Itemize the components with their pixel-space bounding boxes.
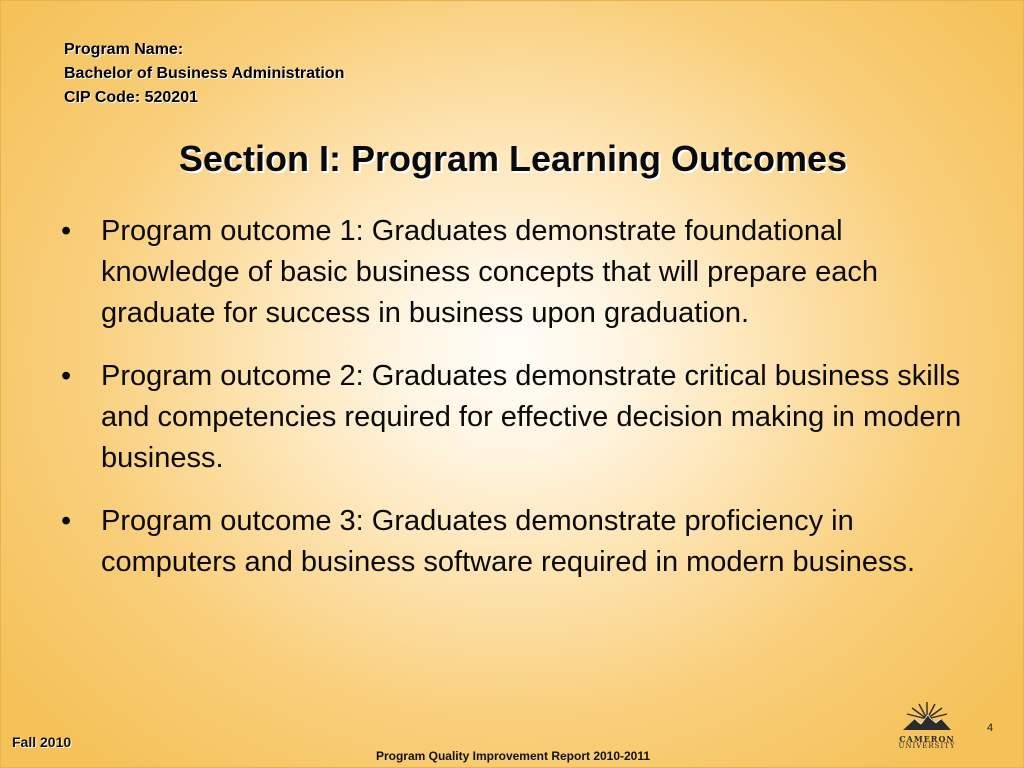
logo-line-1: CAMERON (899, 734, 955, 744)
list-item (61, 501, 971, 583)
page-number: 4 (987, 722, 994, 734)
outcome-text: Program outcome 3: Graduates demonstrate proficiency in computers and business software required in modern business. (101, 505, 916, 578)
outcome-text: Program outcome 2: Graduates demonstrate critical business skills and competencies required for effective decision making in modern business. (101, 360, 962, 474)
logo-line-2: UNIVERSITY (898, 742, 956, 750)
bullet-icon: • (61, 360, 72, 392)
list-item (61, 211, 971, 334)
footer-term: Fall 2010 (12, 734, 72, 750)
list-item (61, 356, 971, 479)
program-name: Bachelor of Business Administration (64, 65, 345, 82)
bullet-icon: • (61, 505, 72, 537)
outcome-text: Program outcome 1: Graduates demonstrate foundational knowledge of basic business concepts that will prepare each graduate for success in business upon graduation. (101, 215, 879, 329)
program-name-label: Program Name: (64, 41, 184, 58)
footer-report-title: Program Quality Improvement Report 2010-2011 (375, 749, 651, 763)
cameron-university-logo (895, 699, 959, 753)
slide-title: Section I: Program Learning Outcomes (178, 138, 848, 179)
cip-code: CIP Code: 520201 (64, 89, 198, 106)
bullet-icon: • (61, 215, 72, 247)
program-header (64, 38, 344, 110)
mountain-sunburst-icon (895, 699, 959, 735)
outcome-list (61, 211, 971, 605)
